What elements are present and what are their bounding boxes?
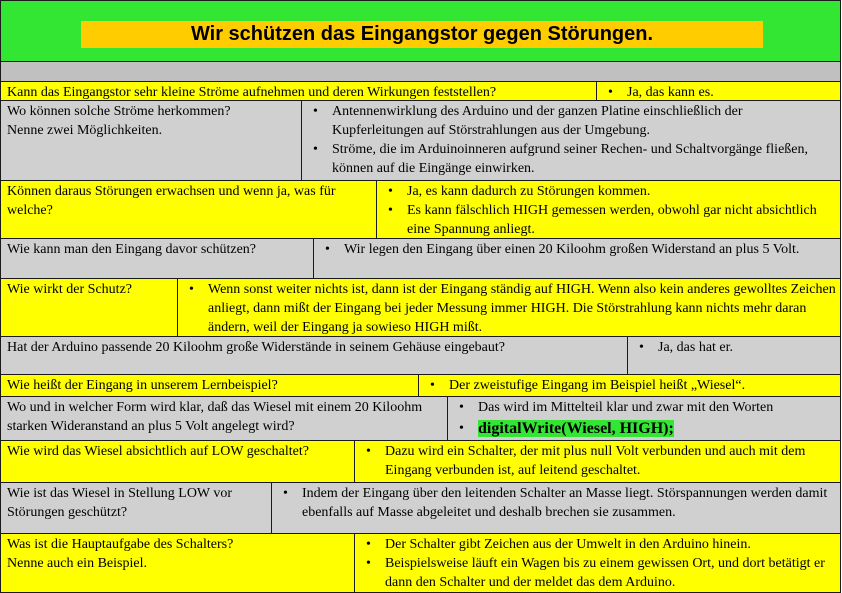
question-cell: Können daraus Störungen erwachsen und wenn ja, was für welche?	[1, 181, 377, 238]
bullet-icon: •	[313, 142, 318, 157]
table-row	[0, 181, 841, 239]
table-row	[0, 337, 841, 375]
answer-text: Ströme, die im Arduinoinneren aufgrund seiner Rechen- und Schaltvorgänge fließen, können auf die Eingänge einwirken.	[332, 142, 808, 176]
answer-list	[383, 182, 836, 239]
answer-cell	[419, 375, 840, 396]
answer-text: Dazu wird ein Schalter, der mit plus null Volt verbunden und auch mit dem Eingang verbunden ist, auf leitend geschaltet.	[385, 444, 806, 478]
bullet-icon: •	[430, 378, 435, 393]
answer-text: Es kann fälschlich HIGH gemessen werden, obwohl gar nicht absichtlich eine Spannung anliegt.	[407, 203, 817, 237]
table-row	[0, 483, 841, 534]
answer-cell	[272, 483, 840, 533]
bullet-icon: •	[366, 537, 371, 552]
answer-text: Das wird im Mittelteil klar und zwar mit den Worten	[478, 400, 774, 415]
question-cell: Kann das Eingangstor sehr kleine Ströme aufnehmen und deren Wirkungen feststellen?	[1, 82, 597, 100]
code-snippet: digitalWrite(Wiesel, HIGH);	[478, 420, 674, 437]
answer-list	[361, 535, 836, 592]
table-row	[0, 239, 841, 279]
answer-list	[634, 338, 836, 357]
answer-cell	[178, 279, 840, 336]
answer-text: Wenn sonst weiter nichts ist, dann ist der Eingang ständig auf HIGH. Wenn also kein anderes gewolltes Zeichen anliegt, dann mißt der Eingang bei jeder Messung immer HIGH. Die Störstrahlung kann nichts mehr daran ändern, weil der Eingang ja sowieso HIGH mißt.	[208, 282, 836, 335]
question-cell: Wo können solche Ströme herkommen? Nenne zwei Möglichkeiten.	[1, 101, 302, 180]
bullet-icon: •	[366, 556, 371, 571]
answer-item	[634, 338, 836, 357]
bullet-icon: •	[459, 421, 464, 436]
table-row	[0, 375, 841, 397]
answer-item	[184, 280, 836, 337]
answer-text: Wir legen den Eingang über einen 20 Kiloohm großen Widerstand an plus 5 Volt.	[344, 242, 800, 257]
answer-cell	[377, 181, 840, 238]
table-row	[0, 82, 841, 101]
table-row	[0, 397, 841, 441]
answer-item	[383, 182, 836, 201]
answer-cell	[448, 397, 840, 440]
answer-list	[320, 240, 836, 259]
answer-list	[425, 376, 836, 395]
answer-text: Der Schalter gibt Zeichen aus der Umwelt in den Arduino hinein.	[385, 537, 751, 552]
answer-item	[383, 201, 836, 239]
table-row	[0, 279, 841, 337]
answer-text: Antennenwirklung des Arduino und der ganzen Platine einschließlich der Kupferleitungen auf Störstrahlungen aus der Umgebung.	[332, 104, 743, 138]
answer-item	[308, 102, 836, 140]
answer-list	[361, 442, 836, 480]
bullet-icon: •	[388, 203, 393, 218]
table-row	[0, 101, 841, 181]
answer-list	[454, 398, 836, 439]
bullet-icon: •	[283, 486, 288, 501]
answer-cell	[314, 239, 840, 278]
question-cell: Was ist die Hauptaufgabe des Schalters? Nenne auch ein Beispiel.	[1, 534, 355, 592]
answer-text: Ja, es kann dadurch zu Störungen kommen.	[407, 184, 651, 199]
bullet-icon: •	[388, 184, 393, 199]
question-cell: Wie ist das Wiesel in Stellung LOW vor Störungen geschützt?	[1, 483, 272, 533]
answer-cell	[355, 534, 840, 592]
answer-cell	[355, 441, 840, 482]
answer-text: Ja, das hat er.	[658, 340, 734, 355]
answer-text: Ja, das kann es.	[627, 85, 714, 100]
bullet-icon: •	[325, 242, 330, 257]
question-cell: Wie kann man den Eingang davor schützen?	[1, 239, 314, 278]
answer-text: Indem der Eingang über den leitenden Schalter an Masse liegt. Störspannungen werden damit ebenfalls auf Masse abgeleitet und deshalb brechen sie zusammen.	[302, 486, 828, 520]
answer-text: Der zweistufige Eingang im Beispiel heißt „Wiesel“.	[449, 378, 746, 393]
table-row	[0, 534, 841, 593]
answer-cell	[628, 337, 840, 374]
question-cell: Wo und in welcher Form wird klar, daß das Wiesel mit einem 20 Kiloohm starken Wideranstand an plus 5 Volt angelegt wird?	[1, 397, 448, 440]
question-cell: Wie wirkt der Schutz?	[1, 279, 178, 336]
answer-list	[603, 83, 836, 102]
separator-bar	[0, 62, 841, 82]
bullet-icon: •	[366, 444, 371, 459]
question-cell: Hat der Arduino passende 20 Kiloohm große Widerstände in seinem Gehäuse eingebaut?	[1, 337, 628, 374]
question-cell: Wie heißt der Eingang in unserem Lernbeispiel?	[1, 375, 419, 396]
answer-item	[425, 376, 836, 395]
answer-item	[454, 398, 836, 417]
answer-list	[278, 484, 836, 522]
bullet-icon: •	[639, 340, 644, 355]
header-banner	[0, 0, 841, 62]
answer-list	[184, 280, 836, 337]
bullet-icon: •	[313, 104, 318, 119]
answer-item	[308, 140, 836, 178]
code-item	[454, 419, 836, 439]
question-cell: Wie wird das Wiesel absichtlich auf LOW geschaltet?	[1, 441, 355, 482]
answer-item	[361, 554, 836, 592]
answer-item	[603, 83, 836, 102]
answer-text: Beispielsweise läuft ein Wagen bis zu einem gewissen Ort, und dort betätigt er dann den Schalter und der meldet das dem Arduino.	[385, 556, 825, 590]
answer-item	[361, 442, 836, 480]
answer-cell	[597, 82, 840, 100]
answer-list	[308, 102, 836, 178]
bullet-icon: •	[459, 400, 464, 415]
bullet-icon: •	[608, 85, 613, 100]
answer-item	[320, 240, 836, 259]
table-row	[0, 441, 841, 483]
answer-cell	[302, 101, 840, 180]
bullet-icon: •	[189, 282, 194, 297]
answer-item	[278, 484, 836, 522]
page-title: Wir schützen das Eingangstor gegen Störungen.	[81, 21, 763, 48]
answer-item	[361, 535, 836, 554]
